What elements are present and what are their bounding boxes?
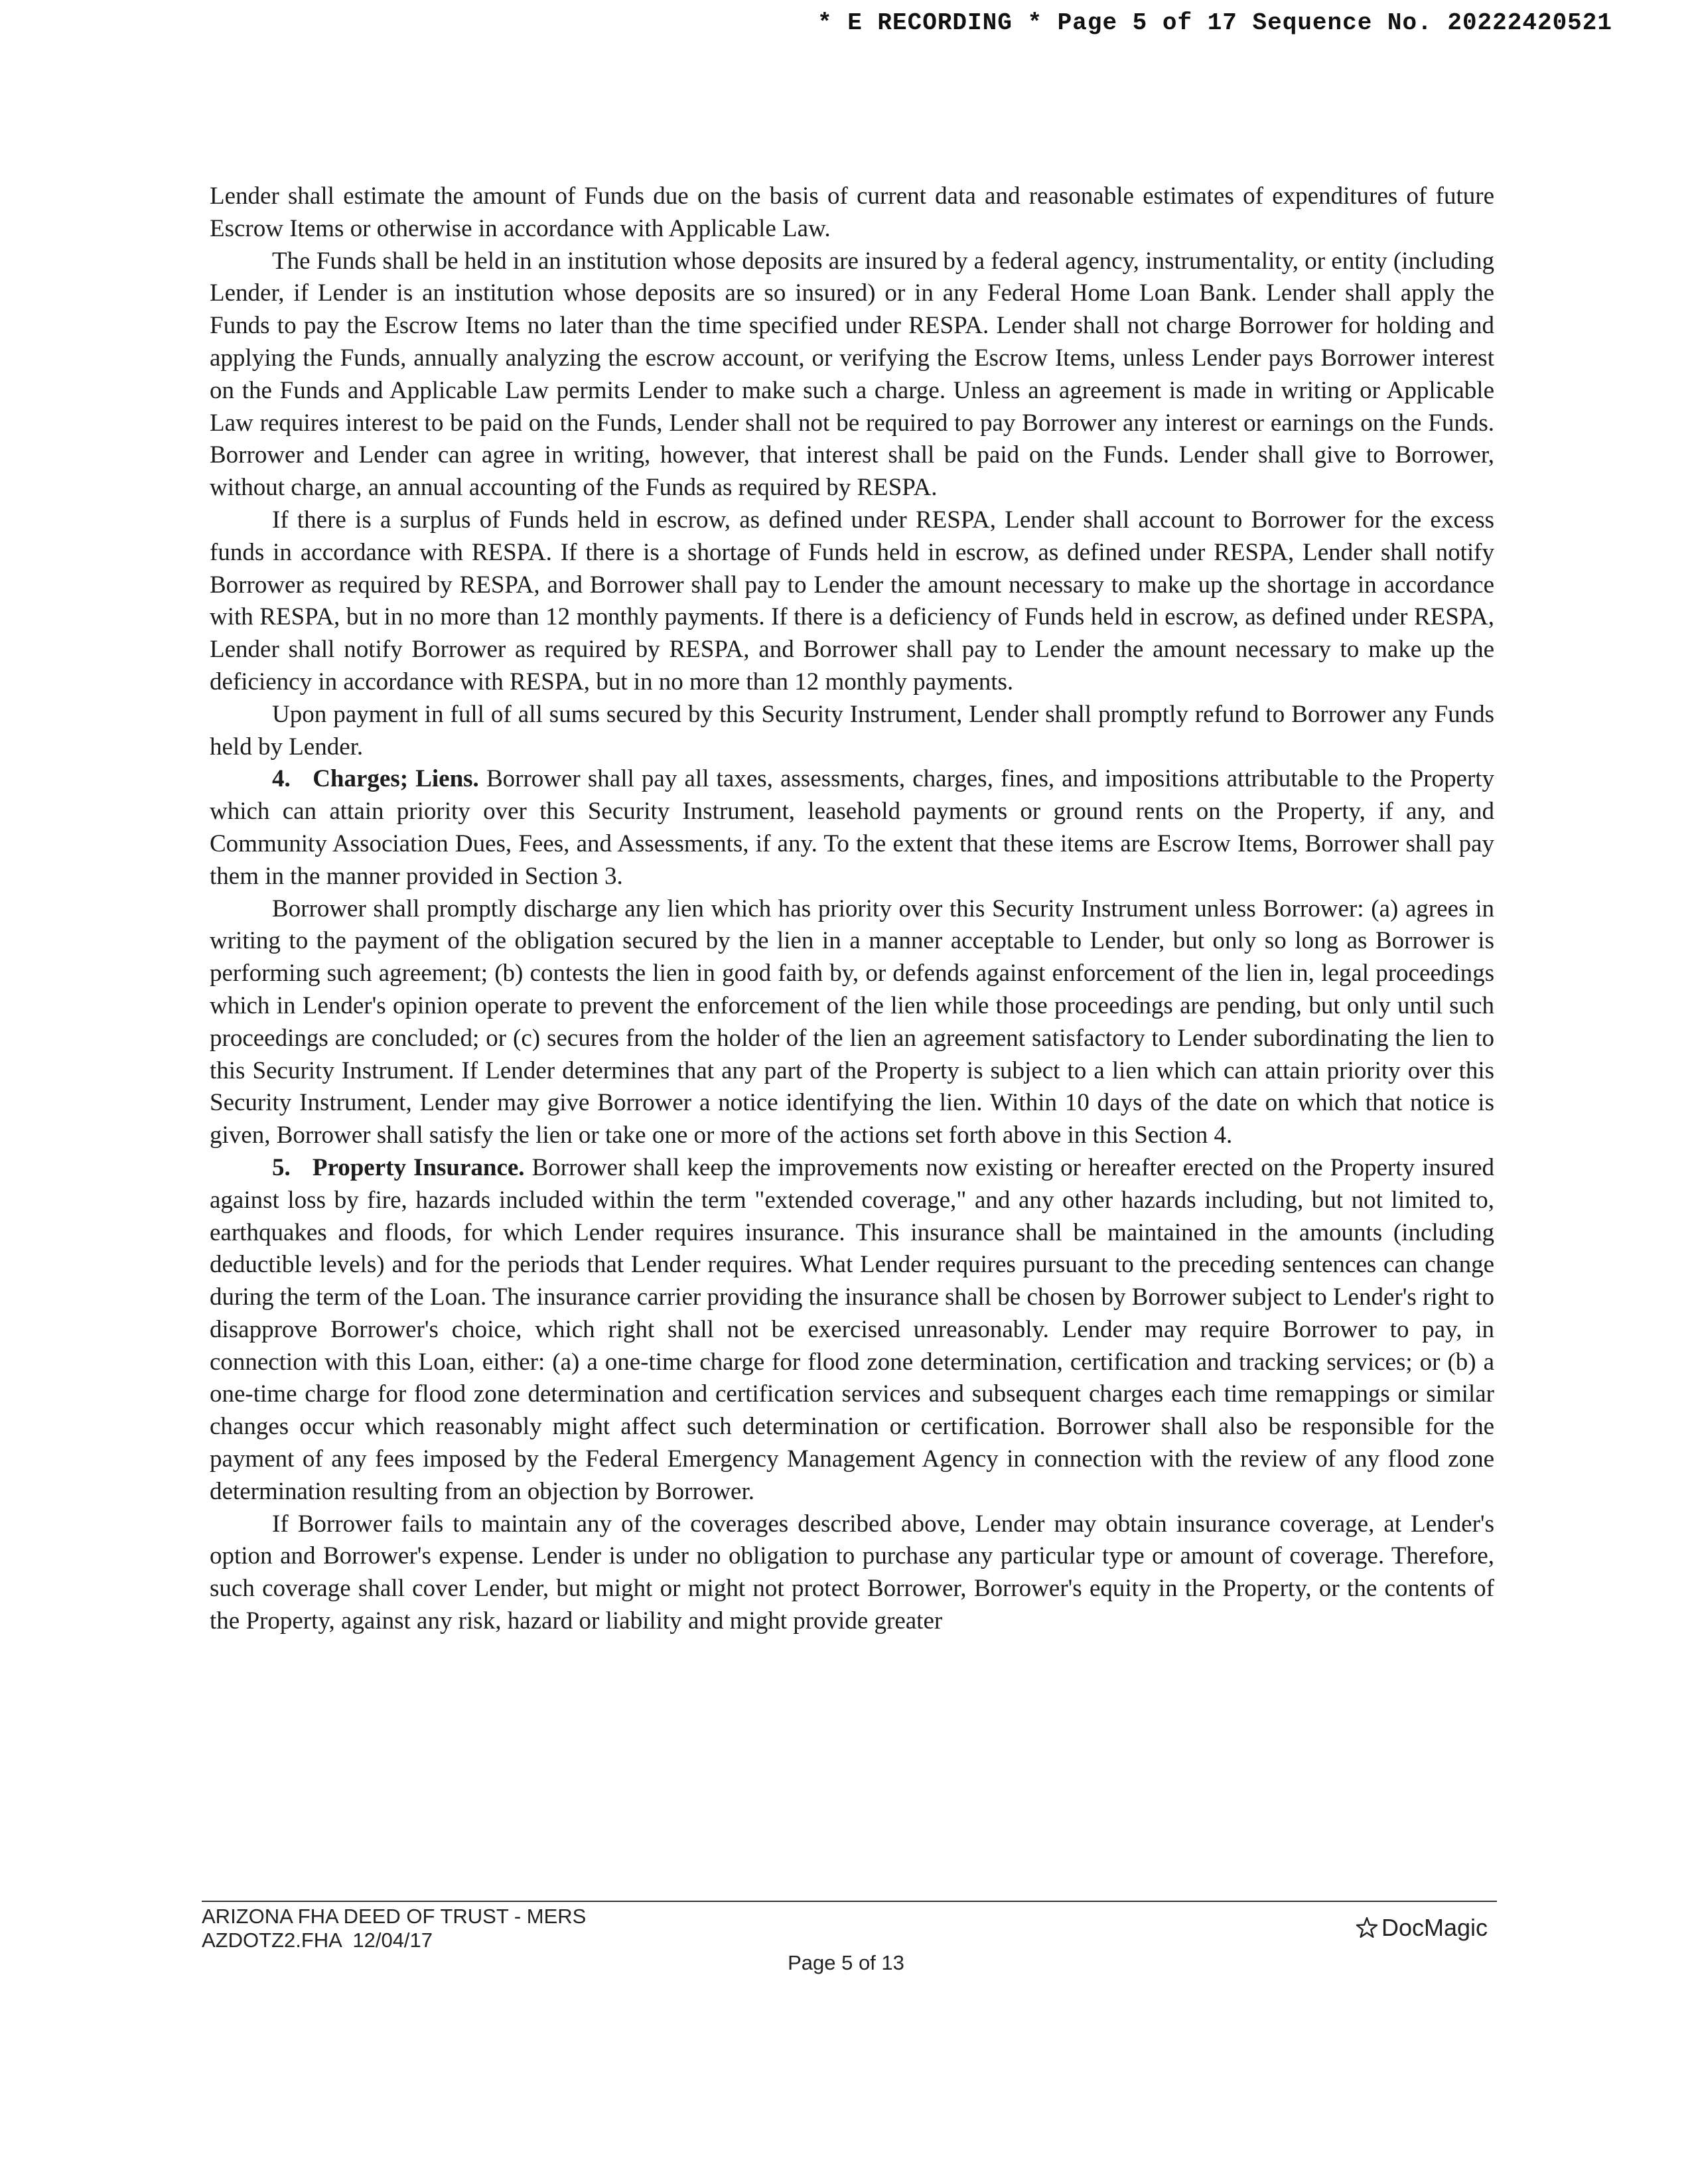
section-5-number: 5. (272, 1153, 291, 1181)
footer-form-info (202, 1905, 586, 1952)
section-5-text: Borrower shall keep the improvements now existing or hereafter erected on the Property insured against loss by fire, hazards included within the term "extended coverage," and any other hazards including, but not limited to, earthquakes and floods, for which Lender requires insurance. This insurance shall be maintained in the amounts (including deductible levels) and for the periods that Lender requires. What Lender requires pursuant to the preceding sentences can change during the term of the Loan. The insurance carrier providing the insurance shall be chosen by Borrower subject to Lender's right to disapprove Borrower's choice, which right shall not be exercised unreasonably. Lender may require Borrower to pay, in connection with this Loan, either: (a) a one-time charge for flood zone determination, certification and tracking services; or (b) a one-time charge for flood zone determination and certification services and subsequent charges each time remappings or similar changes occur which reasonably might affect such determination or certification. Borrower shall also be responsible for the payment of any fees imposed by the Federal Emergency Management Agency in connection with the review of any flood zone determination resulting from an objection by Borrower. (210, 1153, 1494, 1505)
recording-stamp: * E RECORDING * Page 5 of 17 Sequence No. 20222420521 (817, 9, 1612, 36)
section-5-property-insurance (210, 1152, 1494, 1508)
paragraph-refund: Upon payment in full of all sums secured by this Security Instrument, Lender shall promptly refund to Borrower any Funds held by Lender. (210, 700, 1494, 761)
section-4-title: Charges; Liens. (313, 765, 479, 793)
paragraph-funds-held: The Funds shall be held in an institution whose deposits are insured by a federal agency, instrumentality, or entity (including Lender, if Lender is an institution whose deposits are so insured) or in any Federal Home Loan Bank. Lender shall apply the Funds to pay the Escrow Items no later than the time specified under RESPA. Lender shall not charge Borrower for holding and applying the Funds, annually analyzing the escrow account, or verifying the Escrow Items, unless Lender pays Borrower interest on the Funds and Applicable Law permits Lender to make such a charge. Unless an agreement is made in writing or Applicable Law requires interest to be paid on the Funds, Lender shall not be required to pay Borrower any interest or earnings on the Funds. Borrower and Lender can agree in writing, however, that interest shall be paid on the Funds. Lender shall give to Borrower, without charge, an annual accounting of the Funds as required by RESPA. (210, 247, 1494, 502)
paragraph-discharge-lien: Borrower shall promptly discharge any lien which has priority over this Security Instrument unless Borrower: (a) agrees in writing to the payment of the obligation secured by the lien in a manner acceptable to Lender, but only so long as Borrower is performing such agreement; (b) contests the lien in good faith by, or defends against enforcement of the lien in, legal proceedings which in Lender's opinion operate to prevent the enforcement of the lien while those proceedings are pending, but only until such proceedings are concluded; or (c) secures from the holder of the lien an agreement satisfactory to Lender subordinating the lien to this Security Instrument. If Lender determines that any part of the Property is subject to a lien which can attain priority over this Security Instrument, Lender may give Borrower a notice identifying the lien. Within 10 days of the date on which that notice is given, Borrower shall satisfy the lien or take one or more of the actions set forth above in this Section 4. (210, 895, 1494, 1149)
footer-divider (202, 1901, 1497, 1902)
document-body (210, 181, 1494, 1638)
paragraph-escrow-estimate: Lender shall estimate the amount of Funds due on the basis of current data and reasonable estimates of expenditures of future Escrow Items or otherwise in accordance with Applicable Law. (210, 182, 1494, 242)
page-number: Page 5 of 13 (788, 1951, 904, 1974)
section-5-title: Property Insurance. (312, 1153, 525, 1181)
docmagic-brand-text: DocMagic (1381, 1914, 1488, 1941)
star-outline-icon (1355, 1916, 1379, 1940)
section-4-charges-liens (210, 763, 1494, 893)
paragraph-coverage-failure: If Borrower fails to maintain any of the coverages described above, Lender may obtain insurance coverage, at Lender's option and Borrower's expense. Lender is under no obligation to purchase any particular type or amount of coverage. Therefore, such coverage shall cover Lender, but might or might not protect Borrower, Borrower's equity in the Property, or the contents of the Property, against any risk, hazard or liability and might provide greater (210, 1510, 1494, 1635)
footer-form-code: AZDOTZ2.FHA 12/04/17 (202, 1929, 433, 1952)
paragraph-surplus-shortage: If there is a surplus of Funds held in escrow, as defined under RESPA, Lender shall account to Borrower for the excess funds in accordance with RESPA. If there is a shortage of Funds held in escrow, as defined under RESPA, Lender shall notify Borrower as required by RESPA, and Borrower shall pay to Lender the amount necessary to make up the shortage in accordance with RESPA, but in no more than 12 monthly payments. If there is a deficiency of Funds held in escrow, as defined under RESPA, Lender shall notify Borrower as required by RESPA, and Borrower shall pay to Lender the amount necessary to make up the deficiency in accordance with RESPA, but in no more than 12 monthly payments. (210, 506, 1494, 695)
section-4-number: 4. (272, 765, 291, 793)
docmagic-logo (1355, 1914, 1488, 1942)
footer-form-title: ARIZONA FHA DEED OF TRUST - MERS (202, 1905, 587, 1928)
section-4-text: Borrower shall pay all taxes, assessments, charges, fines, and impositions attributable to the Property which can attain priority over this Security Instrument, leasehold payments or ground rents on the Property, if any, and Community Association Dues, Fees, and Assessments, if any. To the extent that these items are Escrow Items, Borrower shall pay them in the manner provided in Section 3. (210, 765, 1495, 890)
